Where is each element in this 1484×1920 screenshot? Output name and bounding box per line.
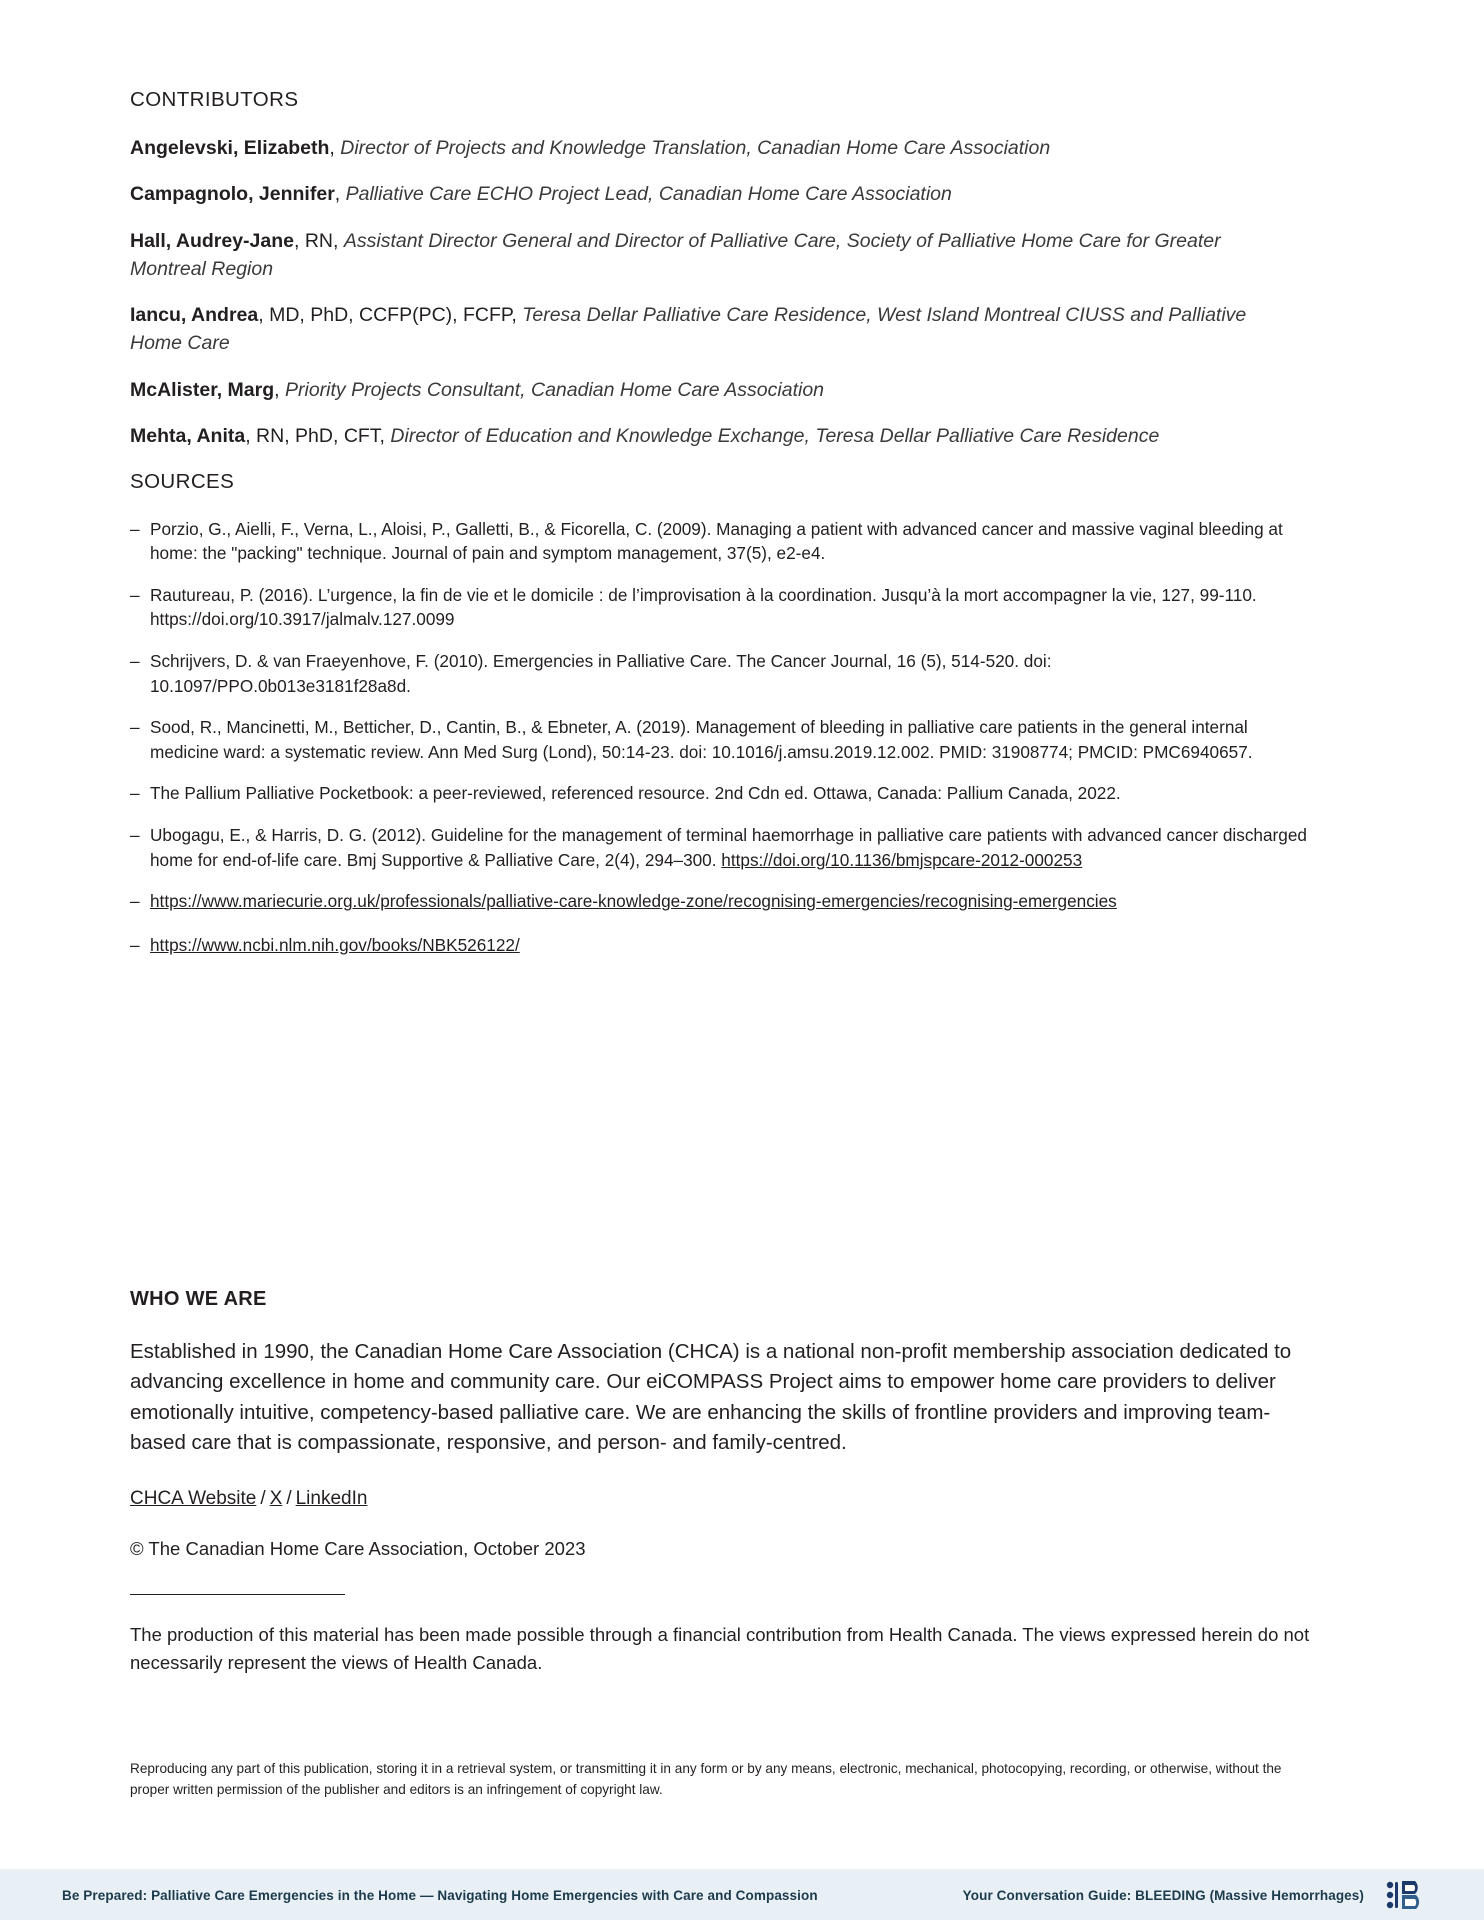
contributor-credentials: RN, PhD, CFT, bbox=[256, 425, 385, 448]
source-text: Porzio, G., Aielli, F., Verna, L., Aloisi, P., Galletti, B., & Ficorella, C. (2009). Managing a patient with advanced cancer and massive vaginal bleeding at home: the "packing" technique. Journal of pain and symptom management, 37(5), e2-e4. bbox=[150, 518, 1283, 564]
divider-rule bbox=[130, 1594, 345, 1595]
link-separator: / bbox=[286, 1488, 292, 1510]
contributor-comma: , bbox=[245, 425, 257, 448]
main-content bbox=[130, 88, 1340, 976]
contributor-name: Mehta, Anita bbox=[130, 425, 246, 448]
contributor-entry bbox=[130, 423, 1290, 451]
contributor-comma: , bbox=[329, 136, 341, 159]
who-we-are-section bbox=[130, 1288, 1330, 1676]
source-item bbox=[130, 781, 1310, 806]
contributor-comma: , bbox=[294, 229, 305, 252]
contributor-role: Director of Education and Knowledge Exchange, Teresa Dellar Palliative Care Residence bbox=[390, 425, 1160, 448]
contributor-role: Priority Projects Consultant, Canadian Home Care Association bbox=[284, 378, 825, 401]
copyright-line: © The Canadian Home Care Association, October 2023 bbox=[130, 1538, 586, 1560]
source-text: Rautureau, P. (2016). L’urgence, la fin de vie et le domicile : de l’improvisation à la coordination. Jusqu’à la mort accompagner la vie, 127, 99-110. https://doi.org/10.3917/jalmalv.127.0099 bbox=[150, 584, 1257, 630]
contributor-comma: , bbox=[258, 304, 270, 327]
source-text: Schrijvers, D. & van Fraeyenhove, F. (2010). Emergencies in Palliative Care. The Cancer Journal, 16 (5), 514-520. doi: 10.1097/PPO.0b013e3181f28a8d. bbox=[150, 651, 1052, 696]
contributor-entry bbox=[130, 135, 1290, 163]
source-text: The Pallium Palliative Pocketbook: a peer-reviewed, referenced resource. 2nd Cdn ed. Ottawa, Canada: Pallium Canada, 2022. bbox=[150, 783, 1121, 804]
contributor-entry bbox=[130, 181, 1290, 209]
contributor-credentials: MD, PhD, CCFP(PC), FCFP, bbox=[269, 304, 517, 327]
contributor-comma: , bbox=[274, 378, 285, 401]
contributor-entry bbox=[130, 228, 1290, 283]
linkedin-link[interactable]: LinkedIn bbox=[295, 1488, 368, 1510]
source-item bbox=[130, 715, 1310, 764]
contributor-entry bbox=[130, 377, 1290, 405]
contributors-heading: CONTRIBUTORS bbox=[130, 88, 299, 111]
source-item bbox=[130, 517, 1310, 566]
source-item bbox=[130, 823, 1310, 872]
contributor-name: McAlister, Marg bbox=[130, 378, 275, 401]
footer-left-text: Be Prepared: Palliative Care Emergencies in the Home — Navigating Home Emergencies with Care and Compassion bbox=[62, 1887, 818, 1903]
contributor-name: Angelevski, Elizabeth bbox=[130, 136, 330, 159]
source-item bbox=[130, 583, 1310, 632]
contributor-comma: , bbox=[334, 183, 346, 206]
sources-list bbox=[130, 517, 1310, 958]
source-text: Sood, R., Mancinetti, M., Betticher, D., Cantin, B., & Ebneter, A. (2019). Management of bleeding in palliative care patients in the general internal medicine ward: a systematic review. Ann Med Surg (Lond), 50:14-23. doi: 10.1016/j.amsu.2019.12.002. PMID: 31908774; PMCID: PMC6940657. bbox=[150, 717, 1253, 762]
chca-logo-icon bbox=[1382, 1875, 1432, 1915]
contributor-role: Director of Projects and Knowledge Translation, Canadian Home Care Association bbox=[340, 136, 1051, 159]
contributor-role: Teresa Dellar Palliative Care Residence, West Island Montreal CIUSS and Palliative Home Care bbox=[130, 304, 1247, 355]
social-links bbox=[130, 1488, 1330, 1510]
contributor-name: Hall, Audrey-Jane bbox=[130, 229, 294, 252]
source-item bbox=[130, 933, 1310, 958]
contributor-role: Palliative Care ECHO Project Lead, Canadian Home Care Association bbox=[345, 183, 952, 206]
footer-right-text: Your Conversation Guide: BLEEDING (Massive Hemorrhages) bbox=[962, 1887, 1364, 1903]
contributor-entry bbox=[130, 302, 1290, 357]
source-text: Ubogagu, E., & Harris, D. G. (2012). Guideline for the management of terminal haemorrhage in palliative care patients with advanced cancer discharged home for end-of-life care. Bmj Supportive & Palliative Care, 2(4), 294–300. bbox=[150, 825, 1307, 870]
who-we-are-heading: WHO WE ARE bbox=[130, 1288, 267, 1310]
reproduction-notice: Reproducing any part of this publication, storing it in a retrieval system, or transmitting it in any form or by any means, electronic, mechanical, photocopying, recording, or otherwise, without the proper written permission of the publisher and editors is an infringement of copyright law. bbox=[130, 1761, 1282, 1798]
contributor-name: Iancu, Andrea bbox=[130, 304, 259, 327]
x-link[interactable]: X bbox=[269, 1488, 283, 1510]
source-link[interactable]: https://www.ncbi.nlm.nih.gov/books/NBK526122/ bbox=[150, 934, 520, 955]
contributor-name: Campagnolo, Jennifer bbox=[130, 183, 335, 206]
source-item bbox=[130, 649, 1310, 698]
source-item bbox=[130, 889, 1310, 914]
link-separator: / bbox=[260, 1488, 266, 1510]
who-we-are-body: Established in 1990, the Canadian Home Care Association (CHCA) is a national non-profit membership association dedicated to advancing excellence in home and community care. Our eiCOMPASS Project aims to empower home care providers to deliver emotionally intuitive, competency-based palliative care. We are enhancing the skills of frontline providers and improving team-based care that is compassionate, responsive, and person- and family-centred. bbox=[130, 1340, 1292, 1454]
page-footer bbox=[0, 1870, 1484, 1920]
sources-heading: SOURCES bbox=[130, 470, 235, 494]
funding-statement: The production of this material has been made possible through a financial contribution from Health Canada. The views expressed herein do not necessarily represent the views of Health Canada. bbox=[130, 1624, 1310, 1673]
chca-website-link[interactable]: CHCA Website bbox=[130, 1488, 257, 1510]
contributor-role: Assistant Director General and Director of Palliative Care, Society of Palliative Home Care for Greater Montreal Region bbox=[130, 229, 1221, 280]
source-link[interactable]: https://www.mariecurie.org.uk/professionals/palliative-care-knowledge-zone/recognising-emergencies/recognising-emergencies bbox=[150, 891, 1117, 912]
contributor-credentials: RN, bbox=[304, 229, 339, 252]
source-link[interactable]: https://doi.org/10.1136/bmjspcare-2012-000253 bbox=[721, 849, 1083, 870]
